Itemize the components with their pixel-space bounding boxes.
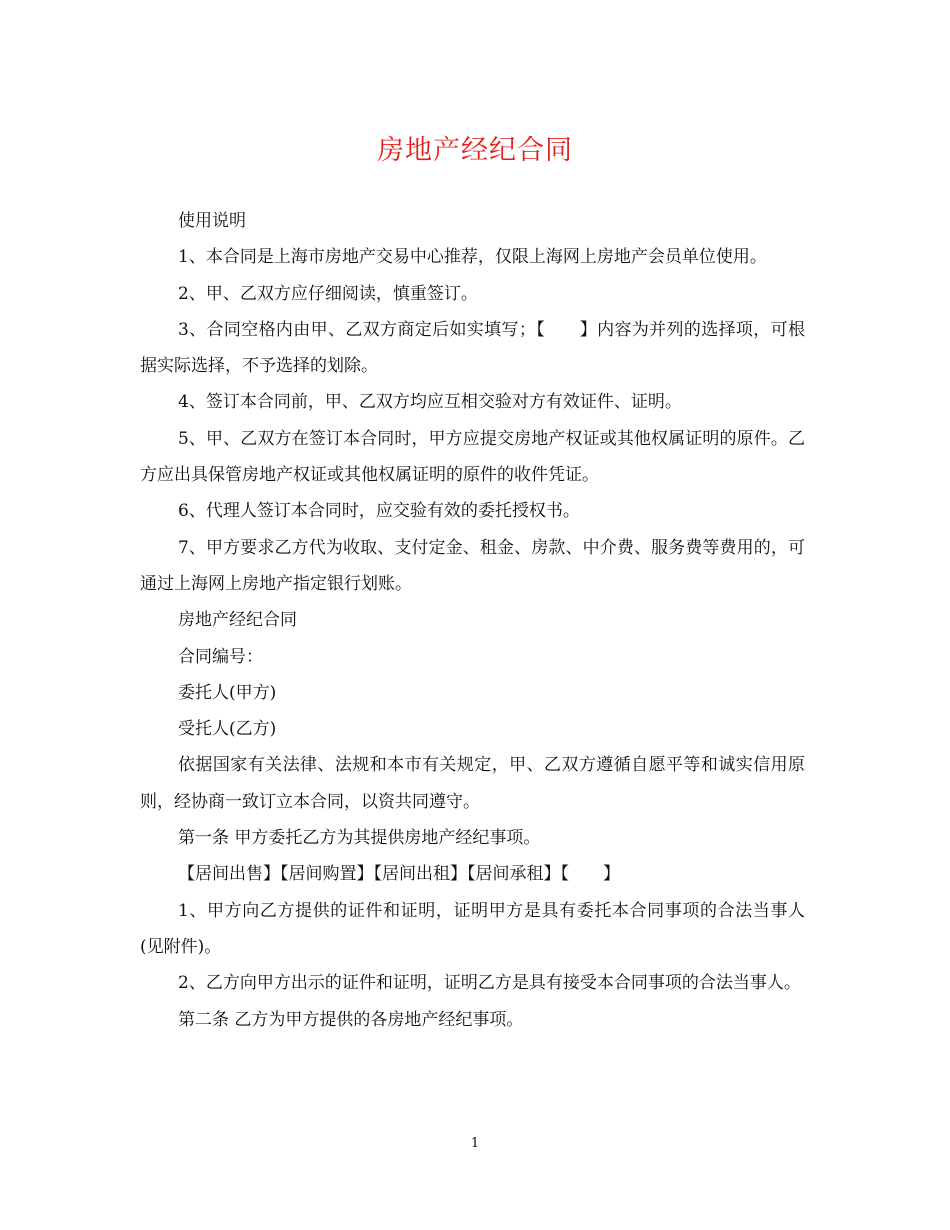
paragraph-usage-heading: 使用说明 (178, 211, 246, 231)
paragraph-article-1-item-1: 1、甲方向乙方提供的证件和证明，证明甲方是具有委托本合同事项的合法当事人(见附件)。 (140, 900, 805, 957)
paragraph-contract-title: 房地产经纪合同 (178, 610, 297, 631)
paragraph-preamble: 依据国家有关法律、法规和本市有关规定，甲、乙双方遵循自愿平等和诚实信用原则，经协商一致订立本合同，以资共同遵守。 (140, 755, 805, 812)
paragraph-party-a: 委托人(甲方) (178, 682, 277, 703)
paragraph-article-1-options: 【居间出售】【居间购置】【居间出租】【居间承租】【 】 (178, 864, 620, 885)
document-title: 房地产经纪合同 (377, 135, 573, 166)
paragraph-usage-6: 6、代理人签订本合同时，应交验有效的委托授权书。 (178, 501, 580, 522)
paragraph-article-2: 第二条 乙方为甲方提供的各房地产经纪事项。 (178, 1009, 524, 1030)
paragraph-usage-1: 1、本合同是上海市房地产交易中心推荐，仅限上海网上房地产会员单位使用。 (178, 247, 767, 268)
paragraph-usage-7: 7、甲方要求乙方代为收取、支付定金、租金、房款、中介费、服务费等费用的，可通过上海网上房地产指定银行划账。 (140, 537, 805, 594)
paragraph-usage-2: 2、甲、乙双方应仔细阅读，慎重签订。 (178, 283, 478, 304)
paragraph-usage-3: 3、合同空格内由甲、乙双方商定后如实填写；【 】内容为并列的选择项，可根据实际选择，不予选择的划除。 (140, 319, 805, 377)
paragraph-usage-4: 4、签订本合同前，甲、乙双方均应互相交验对方有效证件、证明。 (178, 392, 682, 413)
paragraph-usage-5: 5、甲、乙双方在签订本合同时，甲方应提交房地产权证或其他权属证明的原件。乙方应出具保管房地产权证或其他权属证明的原件的收件凭证。 (140, 428, 805, 486)
paragraph-article-1-item-2: 2、乙方向甲方出示的证件和证明，证明乙方是具有接受本合同事项的合法当事人。 (178, 973, 801, 994)
page-number: 1 (470, 1136, 480, 1151)
document-body (140, 203, 805, 1038)
paragraph-contract-number: 合同编号： (178, 646, 263, 667)
paragraph-article-1: 第一条 甲方委托乙方为其提供房地产经纪事项。 (178, 828, 541, 849)
paragraph-party-b: 受托人(乙方) (178, 719, 277, 740)
